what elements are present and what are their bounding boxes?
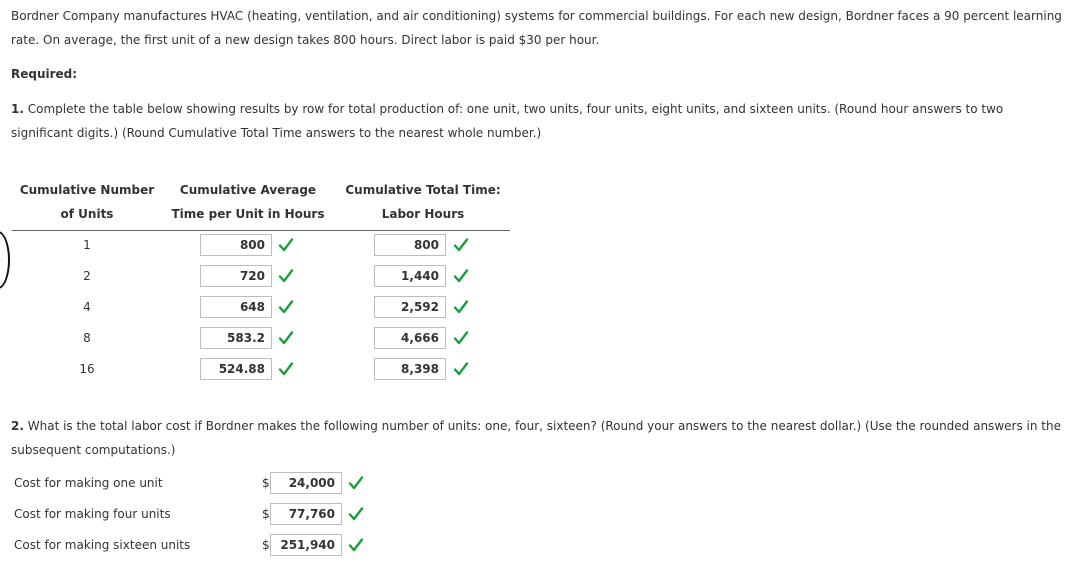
cost-four-units-currency: $	[262, 507, 270, 521]
question-2-number: 2.	[11, 419, 24, 433]
cost-four-units-input[interactable]: 77,760	[270, 503, 342, 525]
row-2-units: 2	[83, 269, 91, 283]
row-5-units: 16	[79, 362, 95, 376]
header-units-line2: of Units	[60, 207, 114, 221]
header-avg-line2: Time per Unit in Hours	[171, 207, 325, 221]
cost-one-unit-currency: $	[262, 476, 270, 490]
header-cumulative-average	[164, 178, 332, 226]
required-label: Required:	[11, 67, 78, 81]
header-units-line1: Cumulative Number	[19, 183, 155, 197]
row-4-avg-input[interactable]: 583.2	[200, 327, 272, 349]
question-2-text: What is the total labor cost if Bordner makes the following number of units: one, four, sixteen? (Round your answers to the nearest dollar.) (Use the rounded answers in the subsequent computations.)	[11, 419, 1061, 457]
bracket-mark	[0, 231, 10, 289]
cost-one-unit-label: Cost for making one unit	[14, 476, 163, 490]
row-4-units: 8	[83, 331, 91, 345]
checkmark-icon	[453, 268, 469, 284]
checkmark-icon	[278, 299, 294, 315]
row-1-total-input[interactable]: 800	[374, 234, 446, 256]
header-cumulative-total	[338, 178, 508, 226]
checkmark-icon	[453, 330, 469, 346]
intro-text: Bordner Company manufactures HVAC (heating, ventilation, and air conditioning) systems for commercial buildings. For each new design, Bordner faces a 90 percent learning rate. On average, the first unit of a new design takes 800 hours. Direct labor is paid $30 per hour.	[11, 9, 1062, 47]
row-3-avg-input[interactable]: 648	[200, 296, 272, 318]
row-2-avg-input[interactable]: 720	[200, 265, 272, 287]
row-3-total-input[interactable]: 2,592	[374, 296, 446, 318]
cost-sixteen-units-label: Cost for making sixteen units	[14, 538, 191, 552]
checkmark-icon	[453, 299, 469, 315]
row-5-avg-input[interactable]: 524.88	[200, 358, 272, 380]
question-1-text: Complete the table below showing results by row for total production of: one unit, two units, four units, eight units, and sixteen units. (Round hour answers to two significant digits.) (Round Cumulative Total Time answers to the nearest whole number.)	[11, 102, 1004, 140]
checkmark-icon	[348, 537, 364, 553]
header-cumulative-units	[12, 178, 162, 226]
row-4-total-input[interactable]: 4,666	[374, 327, 446, 349]
checkmark-icon	[278, 268, 294, 284]
question-1-number: 1.	[11, 102, 24, 116]
checkmark-icon	[278, 330, 294, 346]
header-avg-line1: Cumulative Average	[179, 183, 317, 197]
checkmark-icon	[453, 237, 469, 253]
cost-one-unit-input[interactable]: 24,000	[270, 472, 342, 494]
checkmark-icon	[348, 506, 364, 522]
row-2-total-input[interactable]: 1,440	[374, 265, 446, 287]
checkmark-icon	[348, 475, 364, 491]
question-1	[11, 97, 1061, 145]
question-2	[11, 414, 1061, 462]
cost-four-units-label: Cost for making four units	[14, 507, 171, 521]
checkmark-icon	[278, 361, 294, 377]
row-1-avg-input[interactable]: 800	[200, 234, 272, 256]
header-total-line1: Cumulative Total Time:	[345, 183, 501, 197]
cost-sixteen-units-input[interactable]: 251,940	[270, 534, 342, 556]
row-5-total-input[interactable]: 8,398	[374, 358, 446, 380]
checkmark-icon	[278, 237, 294, 253]
table-header-divider	[12, 230, 510, 231]
row-1-units: 1	[83, 238, 91, 252]
header-total-line2: Labor Hours	[381, 207, 465, 221]
row-3-units: 4	[83, 300, 91, 314]
cost-sixteen-units-currency: $	[262, 538, 270, 552]
checkmark-icon	[453, 361, 469, 377]
